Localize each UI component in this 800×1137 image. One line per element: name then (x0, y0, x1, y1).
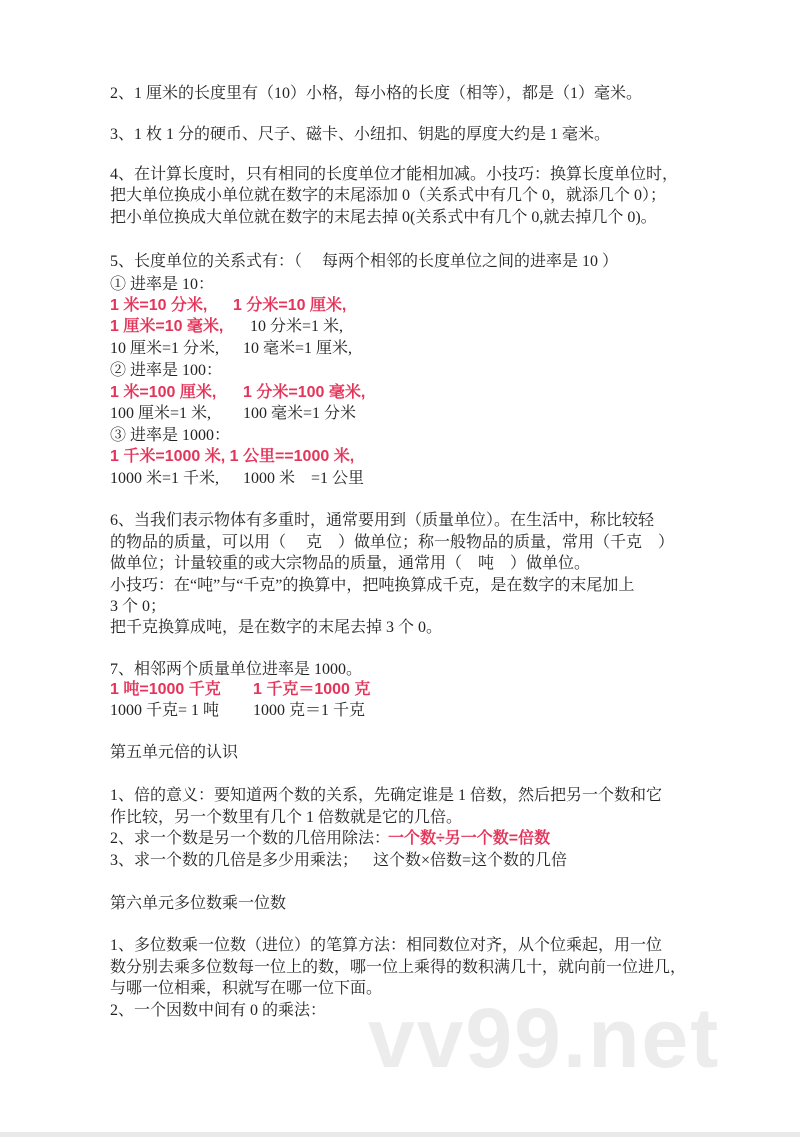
text-segment: 作比较，另一个数里有几个 1 倍数就是它的几倍。 (110, 809, 463, 826)
text-segment: 做单位；计量较重的或大宗物品的质量，通常用（ 吨 ）做单位。 (110, 555, 591, 572)
text-segment: 1000 克＝1 千克 (253, 702, 366, 719)
highlighted-formula: 1 米=10 分米, (110, 297, 208, 314)
highlighted-formula: 一个数÷另一个数=倍数 (388, 830, 551, 847)
text-segment: 100 厘米=1 米, (110, 405, 212, 422)
text-segment: 10 毫米=1 厘米, (243, 340, 353, 357)
text-segment: 6、当我们表示物体有多重时，通常要用到（质量单位）。在生活中，称比较轻 (110, 512, 655, 529)
text-segment: 的物品的质量，可以用（ 克 ）做单位；称一般物品的质量，常用（千克 ） (110, 534, 675, 551)
text-segment: 100 毫米=1 分米 (243, 405, 357, 422)
highlighted-formula: 1 分米=10 厘米, (233, 297, 347, 314)
text-segment: 这个数×倍数=这个数的几倍 (373, 852, 568, 869)
text-segment: 1000 米=1 千米, (110, 470, 220, 487)
text-segment: 第六单元多位数乘一位数 (110, 895, 287, 912)
text-segment: 10 分米=1 米, (250, 318, 344, 335)
page-bottom-edge (0, 1132, 800, 1137)
highlighted-formula: 1 米=100 厘米, (110, 384, 217, 401)
text-segment: 7、相邻两个质量单位进率是 1000。 (110, 661, 363, 678)
text-segment: ① 进率是 10： (110, 276, 215, 293)
text-segment: 2、求一个数是另一个数的几倍用除法： (110, 830, 391, 847)
text-segment: 3 个 0； (110, 598, 167, 615)
text-segment: 1000 千克= 1 吨 (110, 702, 220, 719)
text-segment: 把大单位换成小单位就在数字的末尾添加 0（关系式中有几个 0，就添几个 0）； (110, 187, 667, 204)
text-segment: 2、1 厘米的长度里有（10）小格，每小格的长度（相等），都是（1）毫米。 (110, 85, 643, 102)
highlighted-formula: 1 千克＝1000 克 (253, 681, 371, 698)
text-segment: 1、倍的意义：要知道两个数的关系，先确定谁是 1 倍数，然后把另一个数和它 (110, 787, 663, 804)
watermark: vv99.net (368, 991, 721, 1085)
text-segment: 5、长度单位的关系式有：（ 每两个相邻的长度单位之间的进率是 10 ） (110, 253, 619, 270)
text-segment: 把小单位换成大单位就在数字的末尾去掉 0(关系式中有几个 0,就去掉几个 0)。 (110, 209, 657, 226)
text-segment: 10 厘米=1 分米, (110, 340, 220, 357)
text-segment: 3、1 枚 1 分的硬币、尺子、磁卡、小纽扣、钥匙的厚度大约是 1 毫米。 (110, 126, 611, 143)
text-segment: 数分别去乘多位数每一位上的数，哪一位上乘得的数积满几十，就向前一位进几， (110, 959, 687, 976)
text-segment: 1、多位数乘一位数（进位）的笔算方法：相同数位对齐，从个位乘起，用一位 (110, 937, 663, 954)
text-segment: ② 进率是 100： (110, 362, 223, 379)
highlighted-formula: 1 吨=1000 千克 (110, 681, 221, 698)
text-segment: ③ 进率是 1000： (110, 427, 231, 444)
text-segment: 2、一个因数中间有 0 的乘法： (110, 1002, 327, 1019)
text-segment: 3、求一个数的几倍是多少用乘法； (110, 852, 359, 869)
text-segment: 与哪一位相乘，积就写在哪一位下面。 (110, 980, 383, 997)
text-segment: 1000 米 =1 公里 (243, 470, 365, 487)
text-segment: 4、在计算长度时，只有相同的长度单位才能相加减。小技巧：换算长度单位时， (110, 166, 679, 183)
text-segment: 第五单元倍的认识 (110, 744, 239, 761)
highlighted-formula: 1 千米=1000 米, 1 公里==1000 米, (110, 448, 355, 465)
highlighted-formula: 1 分米=100 毫米, (243, 384, 366, 401)
highlighted-formula: 1 厘米=10 毫米, (110, 318, 224, 335)
text-segment: 把千克换算成吨，是在数字的末尾去掉 3 个 0。 (110, 619, 443, 636)
text-segment: 小技巧：在“吨”与“千克”的换算中，把吨换算成千克，是在数字的末尾加上 (110, 577, 635, 594)
